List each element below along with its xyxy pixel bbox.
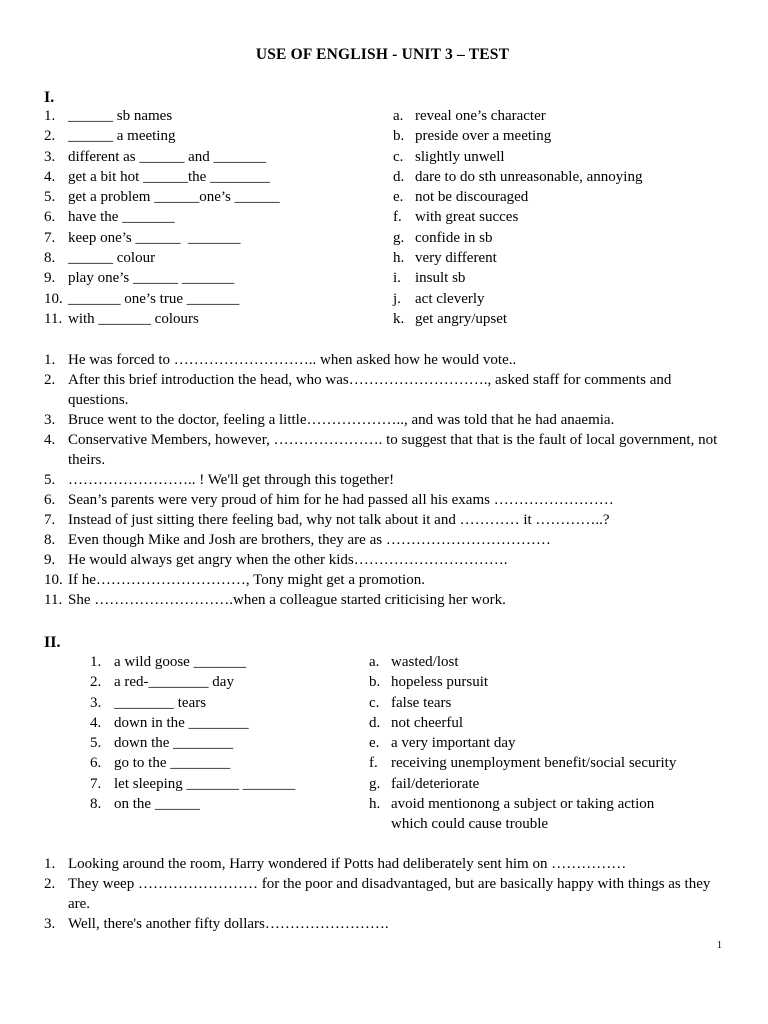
definition-item (393, 309, 507, 329)
definition-text: fail/deteriorate (391, 775, 480, 792)
definition-text: wasted/lost (391, 654, 459, 670)
definition-letter: f. (393, 209, 402, 226)
phrase-item (44, 126, 175, 146)
phrase-item (90, 672, 234, 692)
phrase-number: 8. (90, 796, 102, 813)
sentence-text: Bruce went to the doctor, feeling a little……………….., and was told that he had anaemia. (68, 412, 615, 428)
definition-item (369, 672, 488, 692)
sentence-text: Conservative Members, however, …………………. to suggest that that is the fault of local government, not theirs. (68, 432, 718, 468)
phrase-item (44, 207, 175, 227)
phrase-text: let sleeping _______ _______ (114, 775, 296, 792)
sentence-number: 6. (44, 492, 56, 508)
phrase-item (90, 693, 206, 713)
sentence-text: She ……………………….when a colleague started criticising her work. (68, 592, 506, 608)
phrase-text: down the ________ (114, 735, 234, 752)
sentence-text: Instead of just sitting there feeling bad, why not talk about it and ………… it …………..? (68, 512, 610, 528)
phrase-number: 4. (44, 168, 56, 185)
sentence-item (44, 854, 724, 874)
definition-item (393, 167, 642, 187)
phrase-item (90, 794, 200, 814)
phrase-text: on the ______ (114, 796, 200, 813)
section-1-sentences (44, 350, 724, 610)
phrase-number: 5. (44, 189, 56, 206)
phrase-number: 7. (44, 229, 56, 246)
page-title: USE OF ENGLISH - UNIT 3 – TEST (255, 46, 510, 63)
sentence-number: 1. (44, 856, 56, 872)
definition-item (369, 733, 516, 753)
phrase-text: play one’s ______ _______ (68, 270, 235, 287)
phrase-number: 11. (44, 310, 63, 327)
sentence-number: 11. (44, 592, 63, 608)
definition-letter: g. (393, 229, 405, 246)
definition-letter: j. (393, 290, 401, 307)
sentence-text: After this brief introduction the head, who was………………………., asked staff for comments and questions. (68, 372, 672, 408)
phrase-number: 4. (90, 714, 102, 731)
phrase-item (90, 713, 249, 733)
phrase-text: ______ a meeting (68, 128, 176, 145)
sentence-item (44, 510, 724, 530)
phrase-number: 8. (44, 250, 56, 267)
sentence-item (44, 430, 724, 470)
definition-letter: b. (393, 128, 405, 145)
phrase-text: a red-________ day (114, 674, 234, 691)
definition-letter: g. (369, 775, 381, 792)
definition-letter: c. (369, 694, 380, 711)
sentence-number: 4. (44, 432, 56, 448)
definition-text: get angry/upset (415, 310, 508, 327)
sentence-text: If he…………………………, Tony might get a promotion. (68, 572, 425, 588)
sentence-number: 3. (44, 412, 56, 428)
phrase-item (90, 774, 295, 794)
phrase-item (44, 187, 280, 207)
sentence-item (44, 410, 724, 430)
phrase-item (90, 753, 230, 773)
definition-item (393, 106, 546, 126)
sentence-item (44, 914, 724, 934)
phrase-item (90, 733, 233, 753)
definition-item (393, 289, 485, 309)
phrase-number: 10. (44, 290, 63, 307)
sentence-text: He would always get angry when the other kids…………………………. (68, 552, 508, 568)
sentence-text: He was forced to ……………………….. when asked how he would vote.. (68, 352, 517, 368)
sentence-text: Well, there's another fifty dollars……………………. (68, 916, 389, 932)
definition-text: reveal one’s character (415, 108, 546, 124)
definition-text: act cleverly (415, 290, 485, 307)
definition-letter: b. (369, 674, 381, 691)
sentence-item (44, 550, 724, 570)
definition-item (393, 187, 528, 207)
sentence-item (44, 530, 724, 550)
phrase-item (44, 167, 270, 187)
sentence-item (44, 874, 724, 914)
definition-letter: h. (393, 250, 405, 267)
definition-letter: d. (369, 714, 381, 731)
sentence-item (44, 350, 724, 370)
definition-item (393, 126, 551, 146)
phrase-text: down in the ________ (114, 714, 249, 731)
phrase-text: get a bit hot ______the ________ (68, 168, 271, 185)
phrase-text: a wild goose _______ (114, 654, 247, 670)
definition-item (369, 713, 463, 733)
phrase-number: 5. (90, 735, 102, 752)
sentence-number: 7. (44, 512, 56, 528)
definition-text: dare to do sth unreasonable, annoying (415, 168, 643, 185)
definition-text: false tears (391, 694, 452, 711)
sentence-text: Looking around the room, Harry wondered if Potts had deliberately sent him on …………… (68, 856, 627, 872)
sentence-text: …………………….. ! We'll get through this together! (68, 472, 395, 488)
definition-letter: a. (369, 654, 380, 670)
phrase-item (44, 106, 172, 126)
definition-text: slightly unwell (415, 148, 505, 165)
definition-letter: a. (393, 108, 404, 124)
definition-item (393, 268, 465, 288)
definition-letter: i. (393, 270, 401, 287)
sentence-text: They weep …………………… for the poor and disadvantaged, but are basically happy with things as they are. (68, 876, 711, 912)
sentence-item (44, 370, 724, 410)
sentence-text: Even though Mike and Josh are brothers, they are as …………………………… (68, 532, 551, 548)
sentence-item (44, 490, 724, 510)
section-2-sentences (44, 854, 724, 934)
phrase-number: 7. (90, 775, 102, 792)
phrase-text: different as ______ and _______ (68, 148, 267, 165)
phrase-item (44, 268, 234, 288)
definition-item (369, 753, 676, 773)
definition-letter: e. (369, 735, 380, 752)
phrase-item (44, 228, 240, 248)
sentence-number: 10. (44, 572, 63, 588)
sentence-number: 1. (44, 352, 56, 368)
definition-item (393, 147, 505, 167)
phrase-number: 6. (90, 755, 102, 772)
definition-item (393, 207, 518, 227)
definition-text: preside over a meeting (415, 128, 552, 145)
sentence-number: 2. (44, 372, 56, 388)
phrase-text: _______ one’s true _______ (68, 290, 240, 307)
phrase-text: with _______ colours (68, 310, 199, 327)
definition-letter: e. (393, 189, 404, 206)
sentence-number: 3. (44, 916, 56, 932)
phrase-number: 9. (44, 270, 56, 287)
definition-letter: d. (393, 168, 405, 185)
definition-text: very different (415, 250, 497, 267)
definition-letter: c. (393, 148, 404, 165)
phrase-item (90, 652, 246, 672)
sentence-number: 9. (44, 552, 56, 568)
phrase-number: 3. (44, 148, 56, 165)
sentence-item (44, 590, 724, 610)
definition-item (369, 814, 548, 834)
phrase-number: 2. (44, 128, 56, 145)
definition-text: avoid mentionong a subject or taking action (391, 796, 655, 813)
definition-text: with great succes (415, 209, 519, 226)
phrase-number: 1. (44, 108, 56, 124)
sentence-number: 5. (44, 472, 56, 488)
section-1-heading: I. (44, 89, 55, 106)
sentence-number: 8. (44, 532, 56, 548)
definition-text: not cheerful (391, 714, 464, 731)
definition-text: insult sb (415, 270, 466, 287)
definition-item (369, 774, 479, 794)
phrase-text: keep one’s ______ _______ (68, 229, 241, 246)
definition-letter: f. (369, 755, 378, 772)
phrase-number: 6. (44, 209, 56, 226)
definition-text: receiving unemployment benefit/social security (391, 755, 677, 772)
phrase-text: ________ tears (114, 694, 207, 711)
phrase-item (44, 289, 239, 309)
phrase-number: 1. (90, 654, 102, 670)
phrase-text: ______ sb names (68, 108, 173, 124)
phrase-number: 3. (90, 694, 102, 711)
definition-text: hopeless pursuit (391, 674, 489, 691)
phrase-item (44, 309, 199, 329)
phrase-number: 2. (90, 674, 102, 691)
sentence-number: 2. (44, 876, 56, 892)
definition-item (393, 248, 497, 268)
page-number: 1 (717, 940, 722, 951)
phrase-item (44, 248, 155, 268)
definition-text: not be discouraged (415, 189, 529, 206)
sentence-item (44, 470, 724, 490)
definition-text: confide in sb (415, 229, 493, 246)
section-2-heading: II. (44, 634, 61, 651)
definition-item (369, 794, 654, 814)
phrase-text: have the _______ (68, 209, 175, 226)
definition-text: a very important day (391, 735, 516, 752)
definition-text: which could cause trouble (391, 816, 549, 833)
definition-item (393, 228, 492, 248)
phrase-text: get a problem ______one’s ______ (68, 189, 280, 206)
phrase-item (44, 147, 266, 167)
definition-item (369, 652, 459, 672)
phrase-text: ______ colour (68, 250, 156, 267)
sentence-text: Sean’s parents were very proud of him for he had passed all his exams …………………… (68, 492, 614, 508)
sentence-item (44, 570, 724, 590)
definition-letter: h. (369, 796, 381, 813)
definition-letter: k. (393, 310, 405, 327)
phrase-text: go to the ________ (114, 755, 231, 772)
definition-item (369, 693, 451, 713)
